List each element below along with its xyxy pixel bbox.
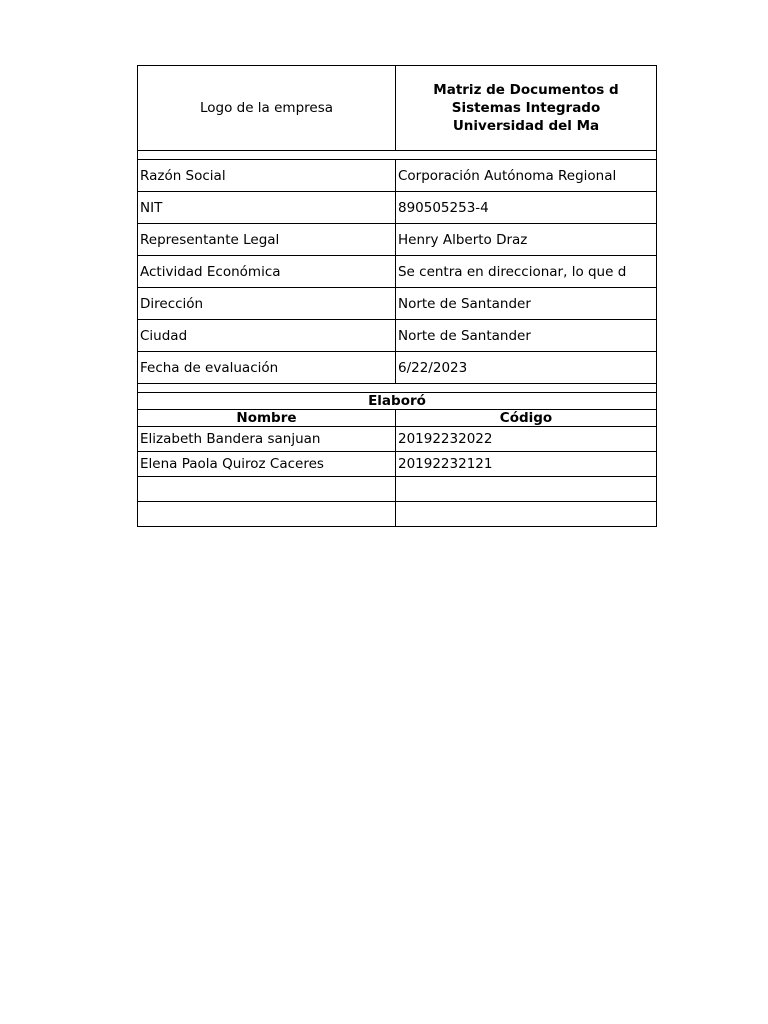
spacer-row <box>138 151 657 160</box>
info-value: Henry Alberto Draz <box>395 224 656 256</box>
document-title <box>395 66 656 151</box>
nombre-cell <box>138 502 396 527</box>
table-row <box>138 502 657 527</box>
nombre-cell: Elizabeth Bandera sanjuan <box>138 427 396 452</box>
codigo-cell <box>395 477 656 502</box>
company-logo-placeholder: Logo de la empresa <box>138 66 396 151</box>
codigo-cell <box>395 502 656 527</box>
info-row-nit <box>138 192 657 224</box>
nombre-cell: Elena Paola Quiroz Caceres <box>138 452 396 477</box>
info-value: Corporación Autónoma Regional <box>395 160 656 192</box>
elaboro-header-row <box>138 410 657 427</box>
column-header-nombre: Nombre <box>138 410 396 427</box>
info-label: Ciudad <box>138 320 396 352</box>
elaboro-title: Elaboró <box>138 393 657 410</box>
title-line-1: Matriz de Documentos d <box>433 82 619 98</box>
info-row-direccion <box>138 288 657 320</box>
info-label: Razón Social <box>138 160 396 192</box>
info-value: Norte de Santander <box>395 288 656 320</box>
codigo-cell: 20192232121 <box>395 452 656 477</box>
title-line-2: Sistemas Integrado <box>451 100 601 116</box>
info-row-razon-social <box>138 160 657 192</box>
info-value: Norte de Santander <box>395 320 656 352</box>
info-label: NIT <box>138 192 396 224</box>
codigo-cell: 20192232022 <box>395 427 656 452</box>
info-label: Representante Legal <box>138 224 396 256</box>
info-value: 890505253-4 <box>395 192 656 224</box>
info-value: Se centra en direccionar, lo que d <box>395 256 656 288</box>
gap-row <box>138 384 657 393</box>
column-header-codigo: Código <box>395 410 656 427</box>
info-row-ciudad <box>138 320 657 352</box>
info-label: Dirección <box>138 288 396 320</box>
info-value: 6/22/2023 <box>395 352 656 384</box>
info-row-actividad-economica <box>138 256 657 288</box>
nombre-cell <box>138 477 396 502</box>
table-row <box>138 452 657 477</box>
info-label: Fecha de evaluación <box>138 352 396 384</box>
header-row <box>138 66 657 151</box>
info-row-representante-legal <box>138 224 657 256</box>
info-label: Actividad Económica <box>138 256 396 288</box>
spreadsheet-page <box>137 65 627 535</box>
info-row-fecha-evaluacion <box>138 352 657 384</box>
table-row <box>138 477 657 502</box>
table-row <box>138 427 657 452</box>
title-line-3: Universidad del Ma <box>452 118 600 134</box>
elaboro-title-row <box>138 393 657 410</box>
document-matrix-table <box>137 65 657 527</box>
